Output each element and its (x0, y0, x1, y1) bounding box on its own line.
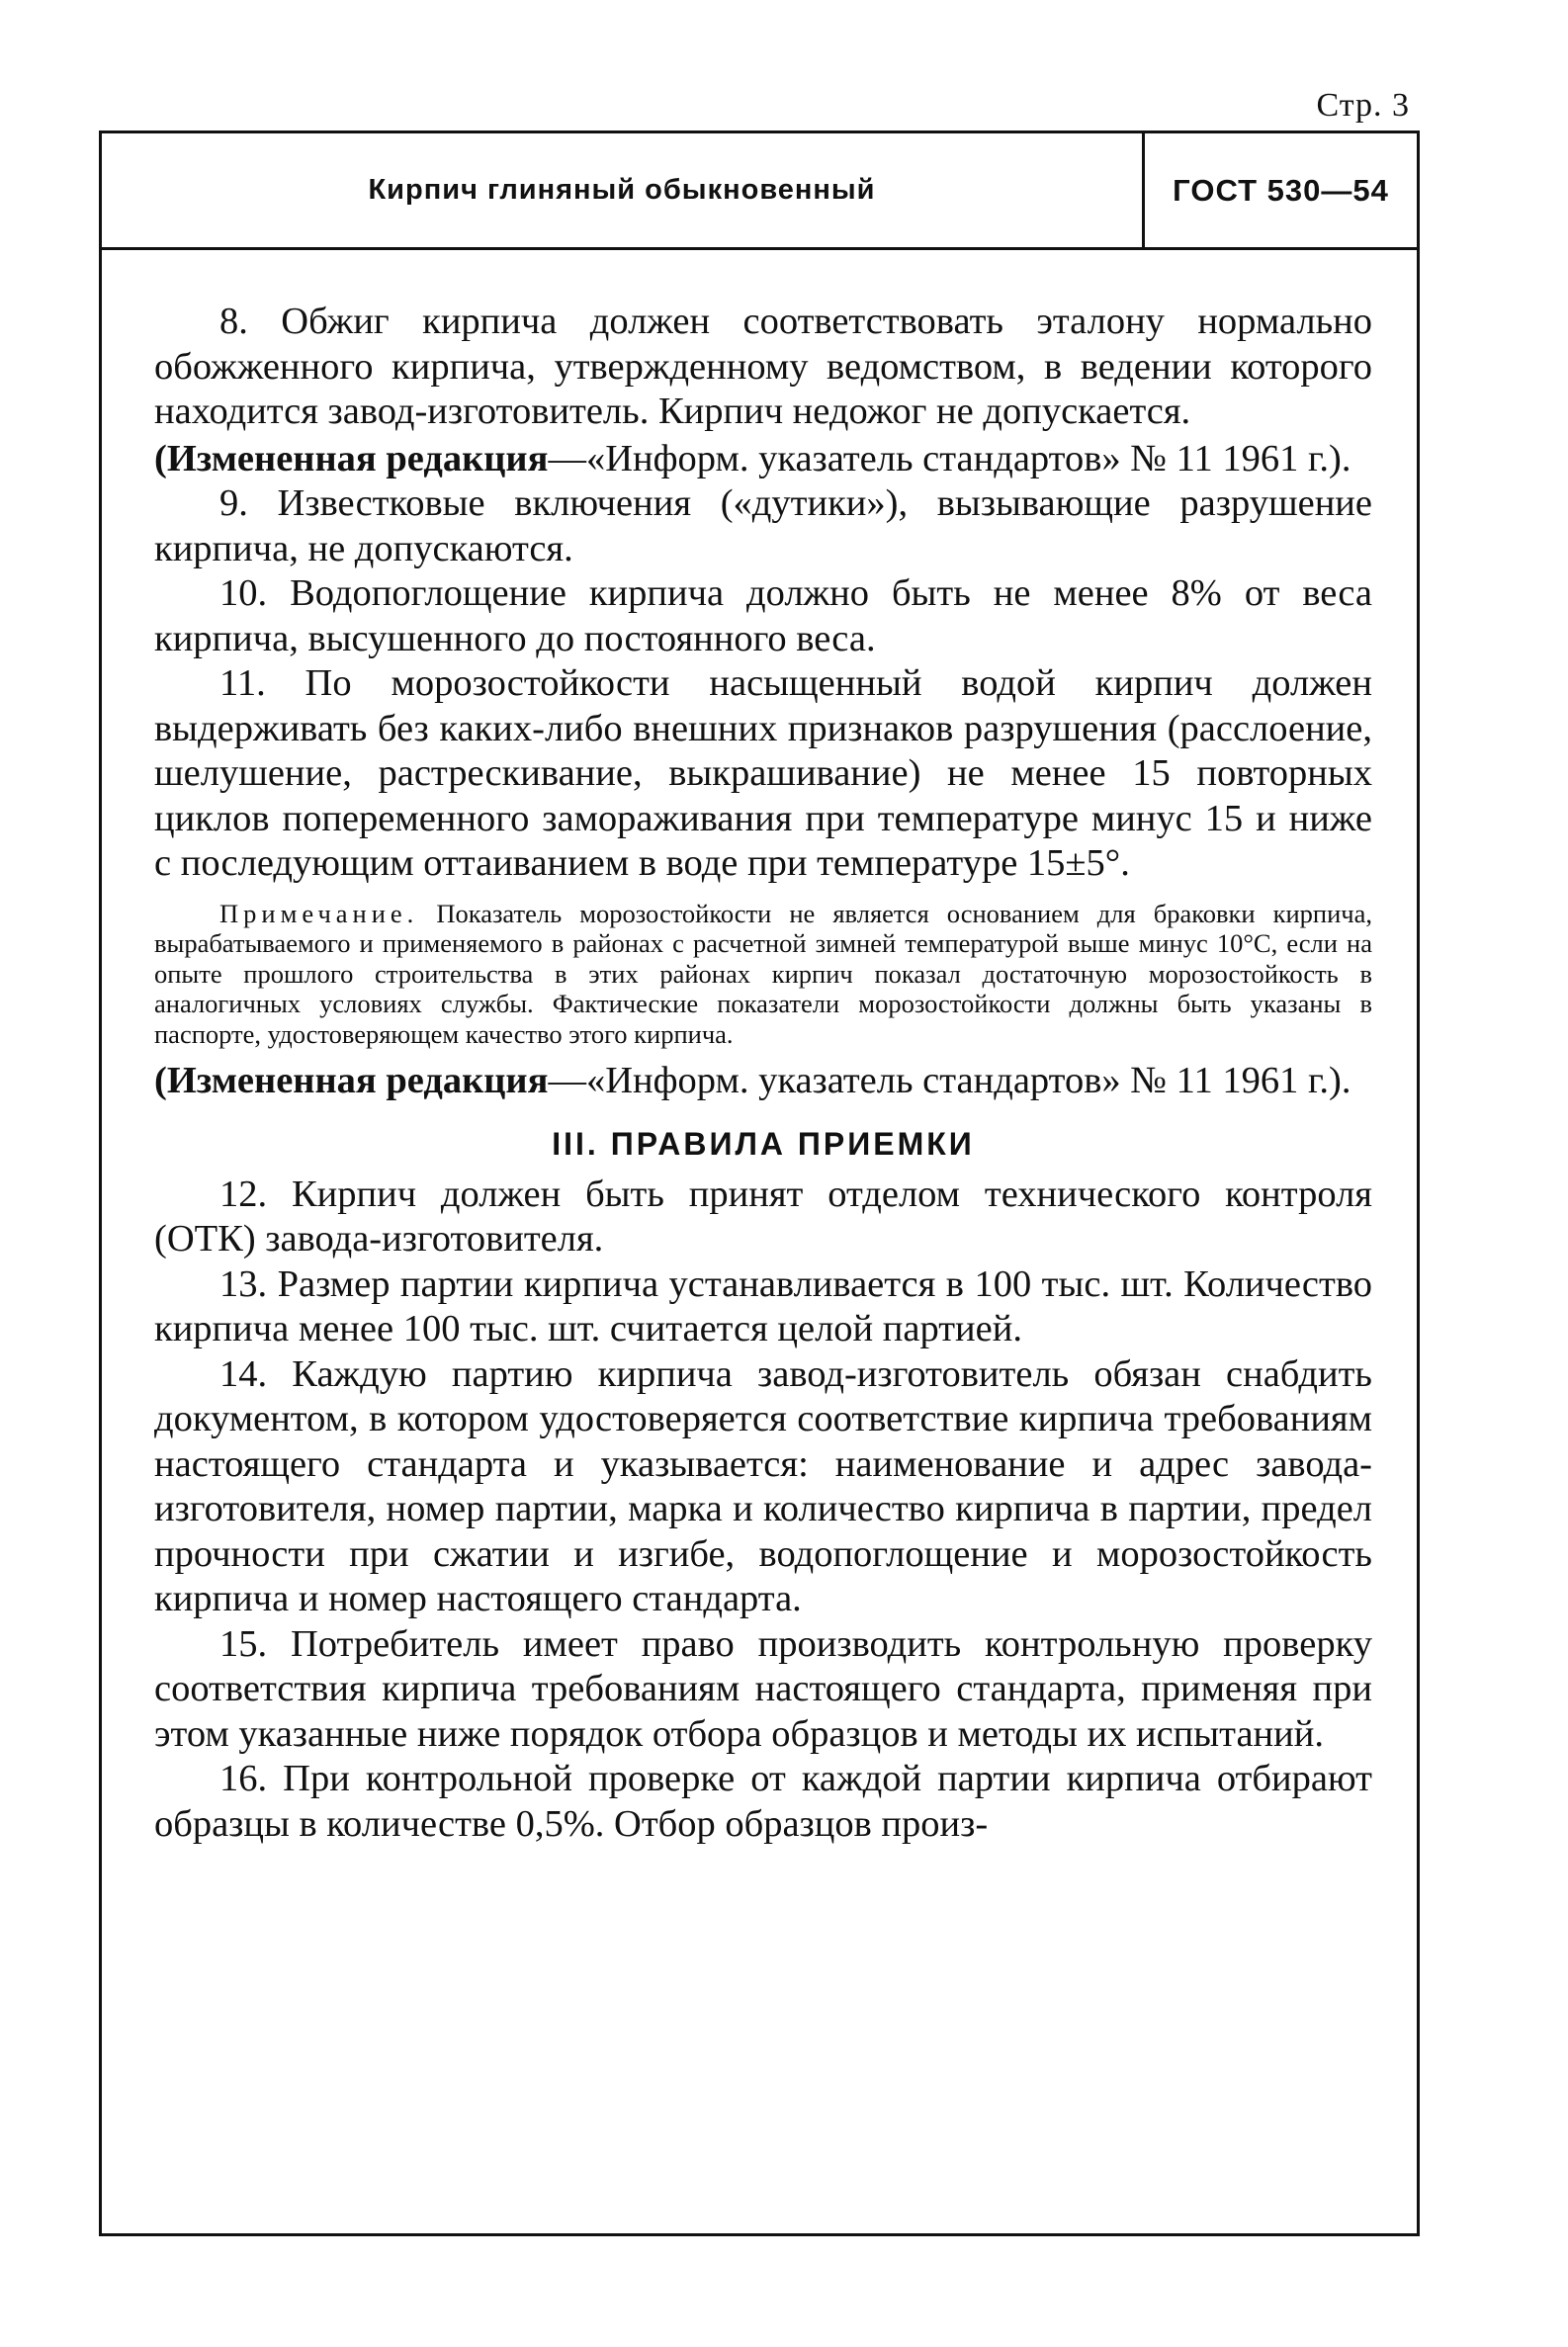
paragraph-10: 10. Водопоглощение кирпича должно быть не менее 8% от веса кирпича, высушенного до постоянного веса. (154, 572, 1372, 659)
paragraph-12: 12. Кирпич должен быть принят отделом технического контроля (ОТК) завода-изготовителя. (154, 1173, 1372, 1260)
section-heading: III. ПРАВИЛА ПРИЕМКИ (552, 1125, 975, 1162)
paragraph-15: 15. Потребитель имеет право производить контрольную проверку соответствия кирпича требованиям настоящего стандарта, применяя при этом указанные ниже порядок отбора образцов и методы их испытаний. (154, 1622, 1372, 1755)
paragraph-9: 9. Известковые включения («дутики»), вызывающие разрушение кирпича, не допускаются. (154, 482, 1372, 569)
edition-note-1 (154, 437, 1372, 482)
paragraph-11: 11. По морозостойкости насыщенный водой кирпич должен выдерживать без каких-либо внешних признаков разрушения (расслоение, шелушение, растрескивание, выкрашивание) не менее 15 повторных циклов попеременного замораживания при температуре минус 15 и ниже с последующим оттаиванием в воде при температуре 15±5°. (154, 662, 1372, 884)
edition-note-text: —«Информ. указатель стандартов» № 11 1961 г.). (548, 1060, 1351, 1101)
paragraph-13: 13. Размер партии кирпича устанавливается в 100 тыс. шт. Количество кирпича менее 100 тыс. шт. считается целой партией. (154, 1262, 1372, 1349)
document-title: Кирпич глиняный обыкновенный (368, 174, 876, 206)
edition-note-label: (Измененная редакция (154, 1060, 549, 1101)
page-frame (99, 130, 1420, 2236)
page-number: Стр. 3 (1316, 87, 1410, 124)
note-lead: Примечание. (219, 898, 419, 928)
note-block (154, 899, 1372, 1050)
document-body (154, 300, 1372, 1847)
paragraph-8: 8. Обжиг кирпича должен соответствовать эталону нормально обожженного кирпича, утвержденному ведомством, в ведении которого находится завод-изготовитель. Кирпич недожог не допускается. (154, 301, 1372, 432)
edition-note-text: —«Информ. указатель стандартов» № 11 1961 г.). (548, 437, 1351, 479)
paragraph-16: 16. При контрольной проверке от каждой партии кирпича отбирают образцы в количестве 0,5%. Отбор образцов произ- (154, 1758, 1372, 1845)
edition-note-2 (154, 1059, 1372, 1104)
note-text: Показатель морозостойкости не является основанием для браковки кирпича, вырабатываемого и применяемого в районах с расчетной зимней температурой выше минус 10°С, если на опыте прошлого строительства в этих районах кирпич показал достаточную морозостойкость в аналогичных условиях службы. Фактические показатели морозостойкости должны быть указаны в паспорте, удостоверяющем качество этого кирпича. (154, 898, 1372, 1049)
standard-code: ГОСТ 530—54 (1173, 172, 1389, 208)
paragraph-14: 14. Каждую партию кирпича завод-изготовитель обязан снабдить документом, в котором удостоверяется соответствие кирпича требованиям настоящего стандарта и указывается: наименование и адрес завода-изготовителя, номер партии, марка и количество кирпича в партии, предел прочности при сжатии и изгибе, водопоглощение и морозостойкость кирпича и номер настоящего стандарта. (154, 1352, 1372, 1619)
edition-note-label: (Измененная редакция (154, 437, 549, 479)
document-header (102, 133, 1417, 250)
